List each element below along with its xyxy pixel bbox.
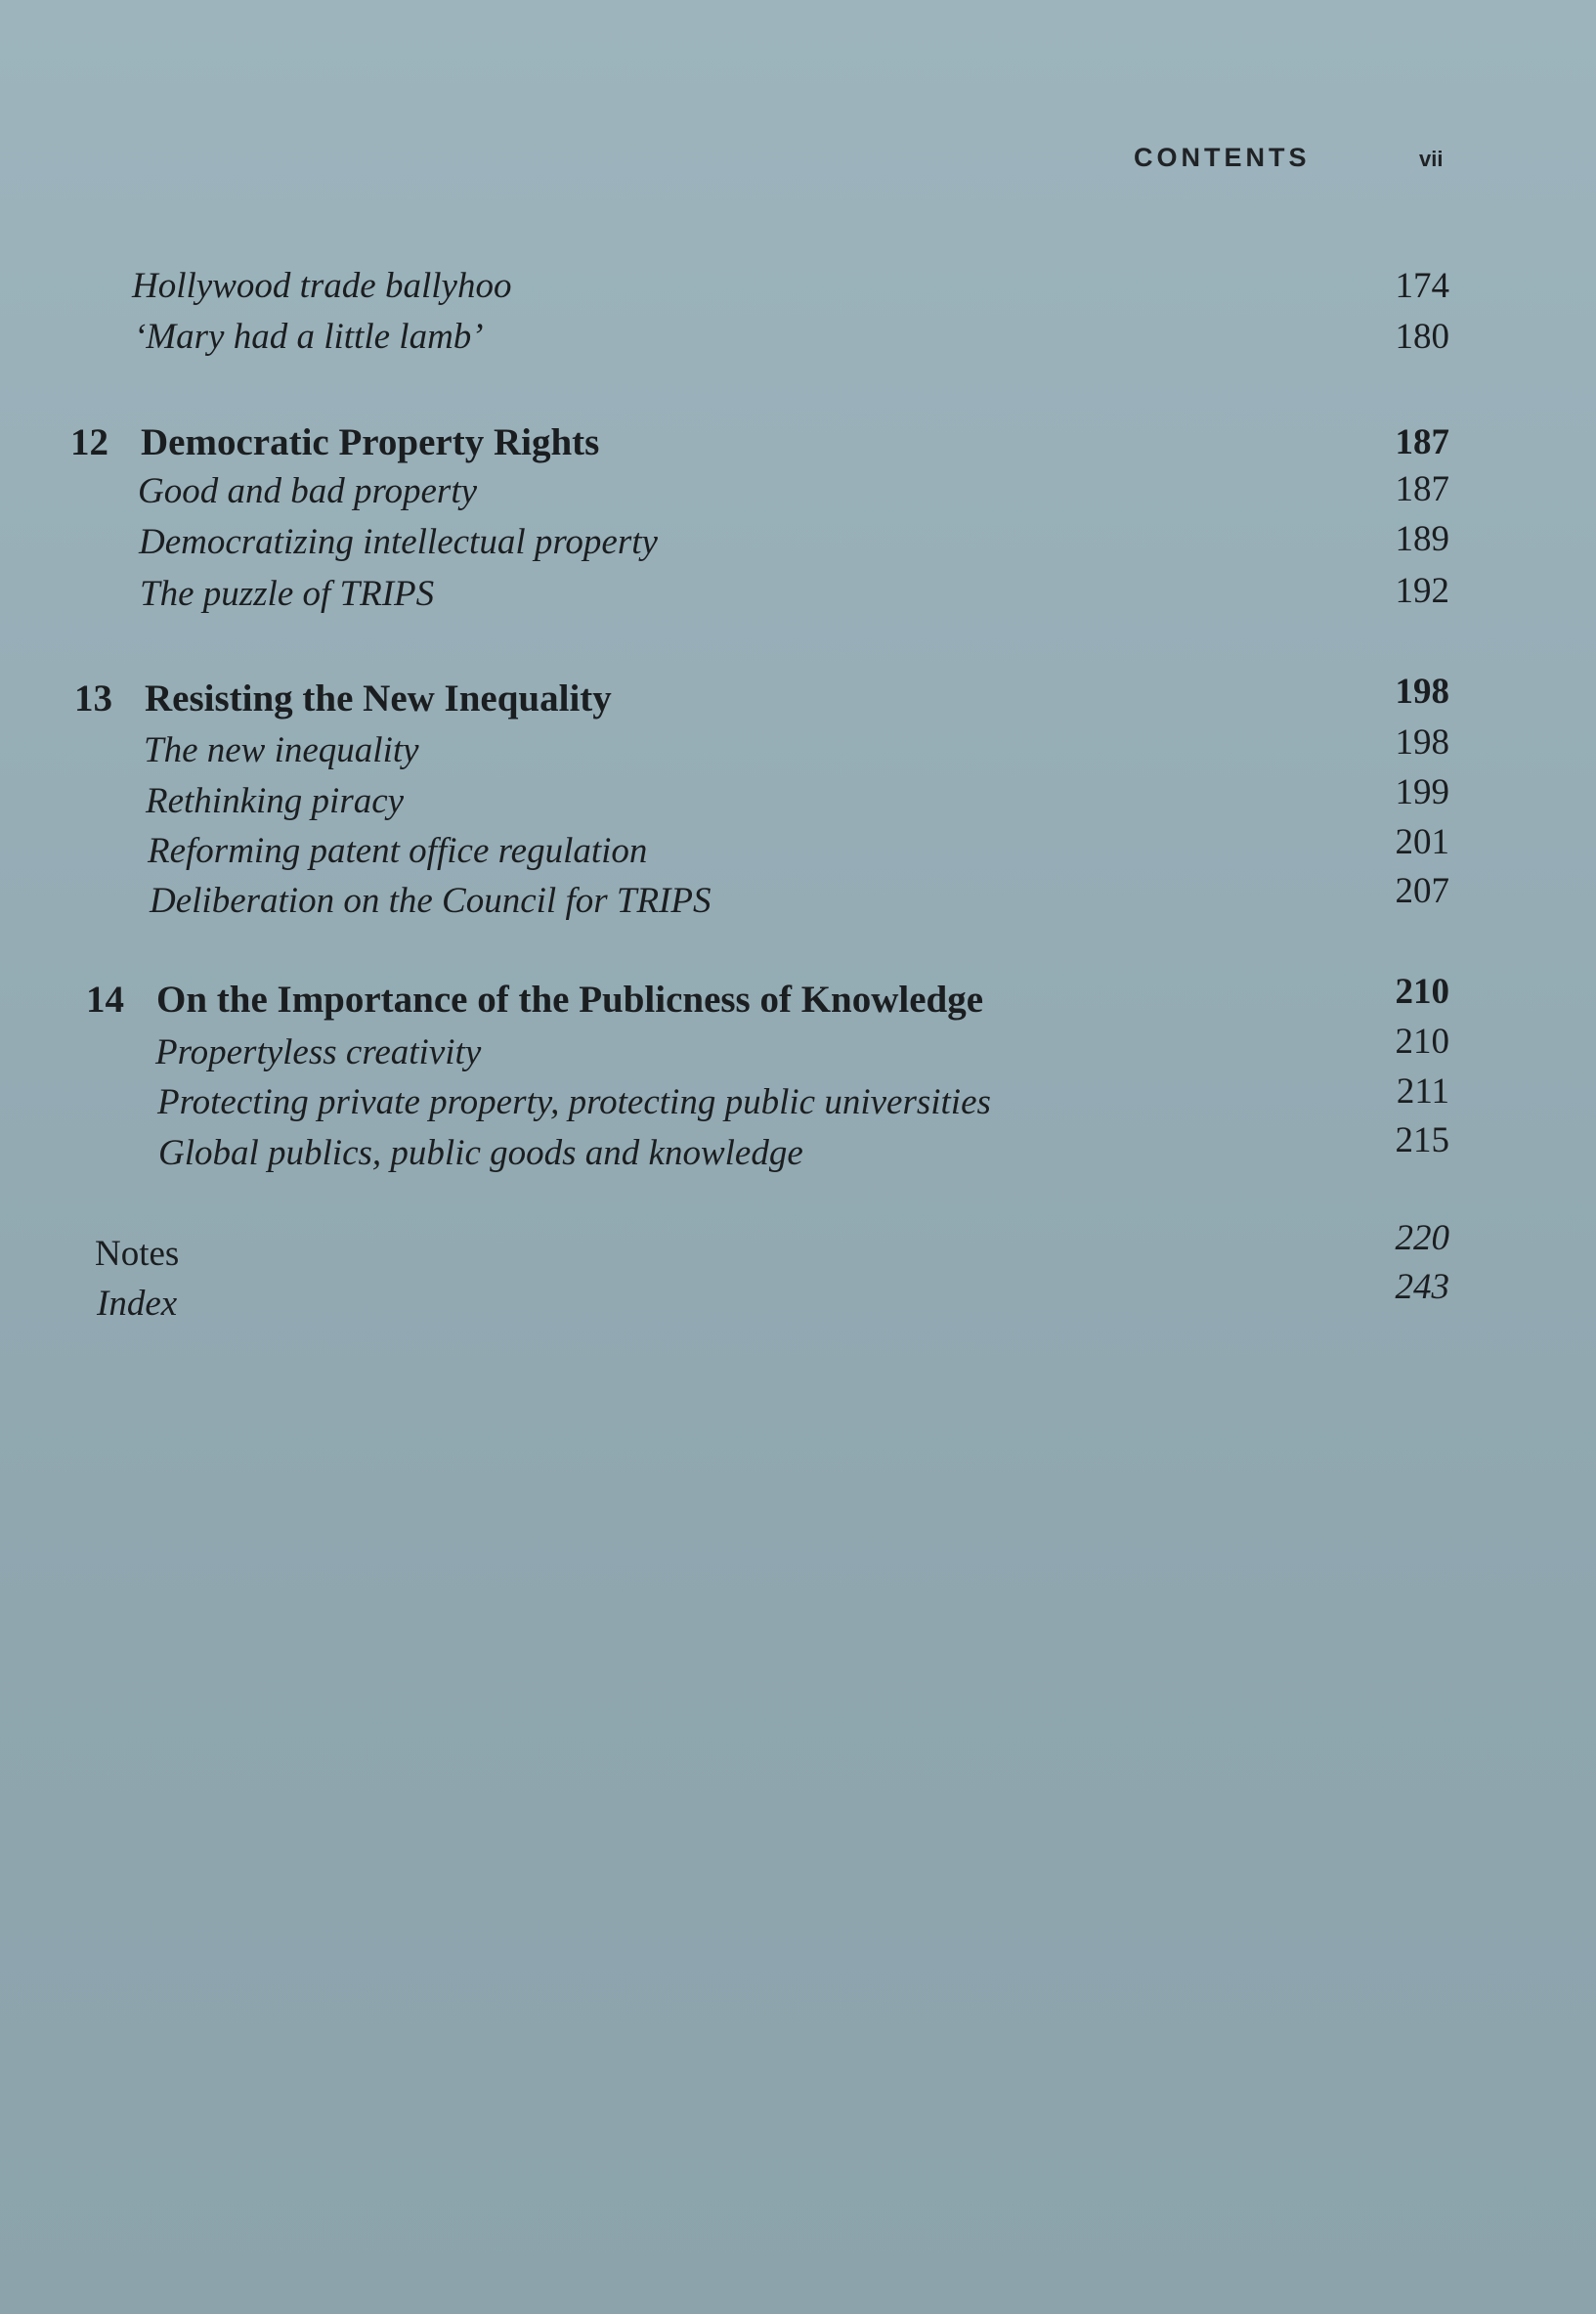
chapter-title: On the Importance of the Publicness of Knowledge: [156, 979, 984, 1021]
toc-entry-notes: Notes: [95, 1234, 180, 1274]
chapter-number: 12: [70, 421, 108, 463]
toc-page-rethinking-piracy: 199: [1395, 772, 1449, 812]
toc-entry-deliberation-on-the-council-for-trips: Deliberation on the Council for TRIPS: [150, 881, 712, 921]
toc-page-deliberation-on-the-council-for-trips: 207: [1395, 871, 1449, 911]
toc-entry-the-puzzle-of-trips: The puzzle of TRIPS: [140, 574, 435, 614]
toc-entry-rethinking-piracy: Rethinking piracy: [146, 781, 405, 821]
toc-chapter-13: [74, 675, 612, 723]
chapter-title: Democratic Property Rights: [141, 421, 600, 463]
toc-entry-democratizing-intellectual-property: Democratizing intellectual property: [139, 522, 658, 562]
toc-page-chapter-12: 187: [1395, 422, 1449, 462]
toc-entry-good-and-bad-property: Good and bad property: [138, 471, 478, 511]
toc-entry-global-publics: Global publics, public goods and knowledge: [158, 1133, 803, 1173]
toc-page-the-new-inequality: 198: [1395, 722, 1449, 763]
toc-entry-index: Index: [97, 1284, 178, 1324]
toc-entry-the-new-inequality: The new inequality: [144, 730, 419, 770]
toc-entry-protecting-private-property: Protecting private property, protecting public universities: [157, 1082, 991, 1122]
toc-chapter-14: [86, 976, 983, 1025]
running-head: CONTENTS: [1134, 143, 1311, 172]
toc-page-notes: 220: [1395, 1218, 1449, 1258]
page-folio: vii: [1419, 147, 1444, 171]
toc-page-index: 243: [1395, 1267, 1449, 1307]
toc-page-global-publics: 215: [1395, 1120, 1449, 1160]
toc-entry-hollywood-trade-ballyhoo: Hollywood trade ballyhoo: [132, 266, 512, 306]
toc-page-good-and-bad-property: 187: [1395, 469, 1449, 509]
chapter-title: Resisting the New Inequality: [145, 677, 612, 720]
toc-chapter-12: [70, 418, 599, 467]
toc-entry-mary-had-a-little-lamb: ‘Mary had a little lamb’: [134, 317, 484, 357]
toc-page-democratizing-intellectual-property: 189: [1395, 519, 1449, 559]
toc-page-propertyless-creativity: 210: [1395, 1022, 1449, 1062]
toc-entry-propertyless-creativity: Propertyless creativity: [155, 1032, 482, 1072]
chapter-number: 14: [86, 979, 124, 1021]
toc-entry-reforming-patent-office-regulation: Reforming patent office regulation: [148, 831, 648, 871]
toc-page-chapter-13: 198: [1395, 672, 1449, 712]
toc-page-chapter-14: 210: [1395, 972, 1449, 1012]
toc-page-reforming-patent-office-regulation: 201: [1395, 822, 1449, 862]
chapter-number: 13: [74, 677, 112, 720]
toc-page-mary-had-a-little-lamb: 180: [1395, 317, 1449, 357]
toc-page-the-puzzle-of-trips: 192: [1395, 571, 1449, 611]
toc-page-protecting-private-property: 211: [1396, 1071, 1449, 1112]
toc-page-hollywood-trade-ballyhoo: 174: [1395, 266, 1449, 306]
